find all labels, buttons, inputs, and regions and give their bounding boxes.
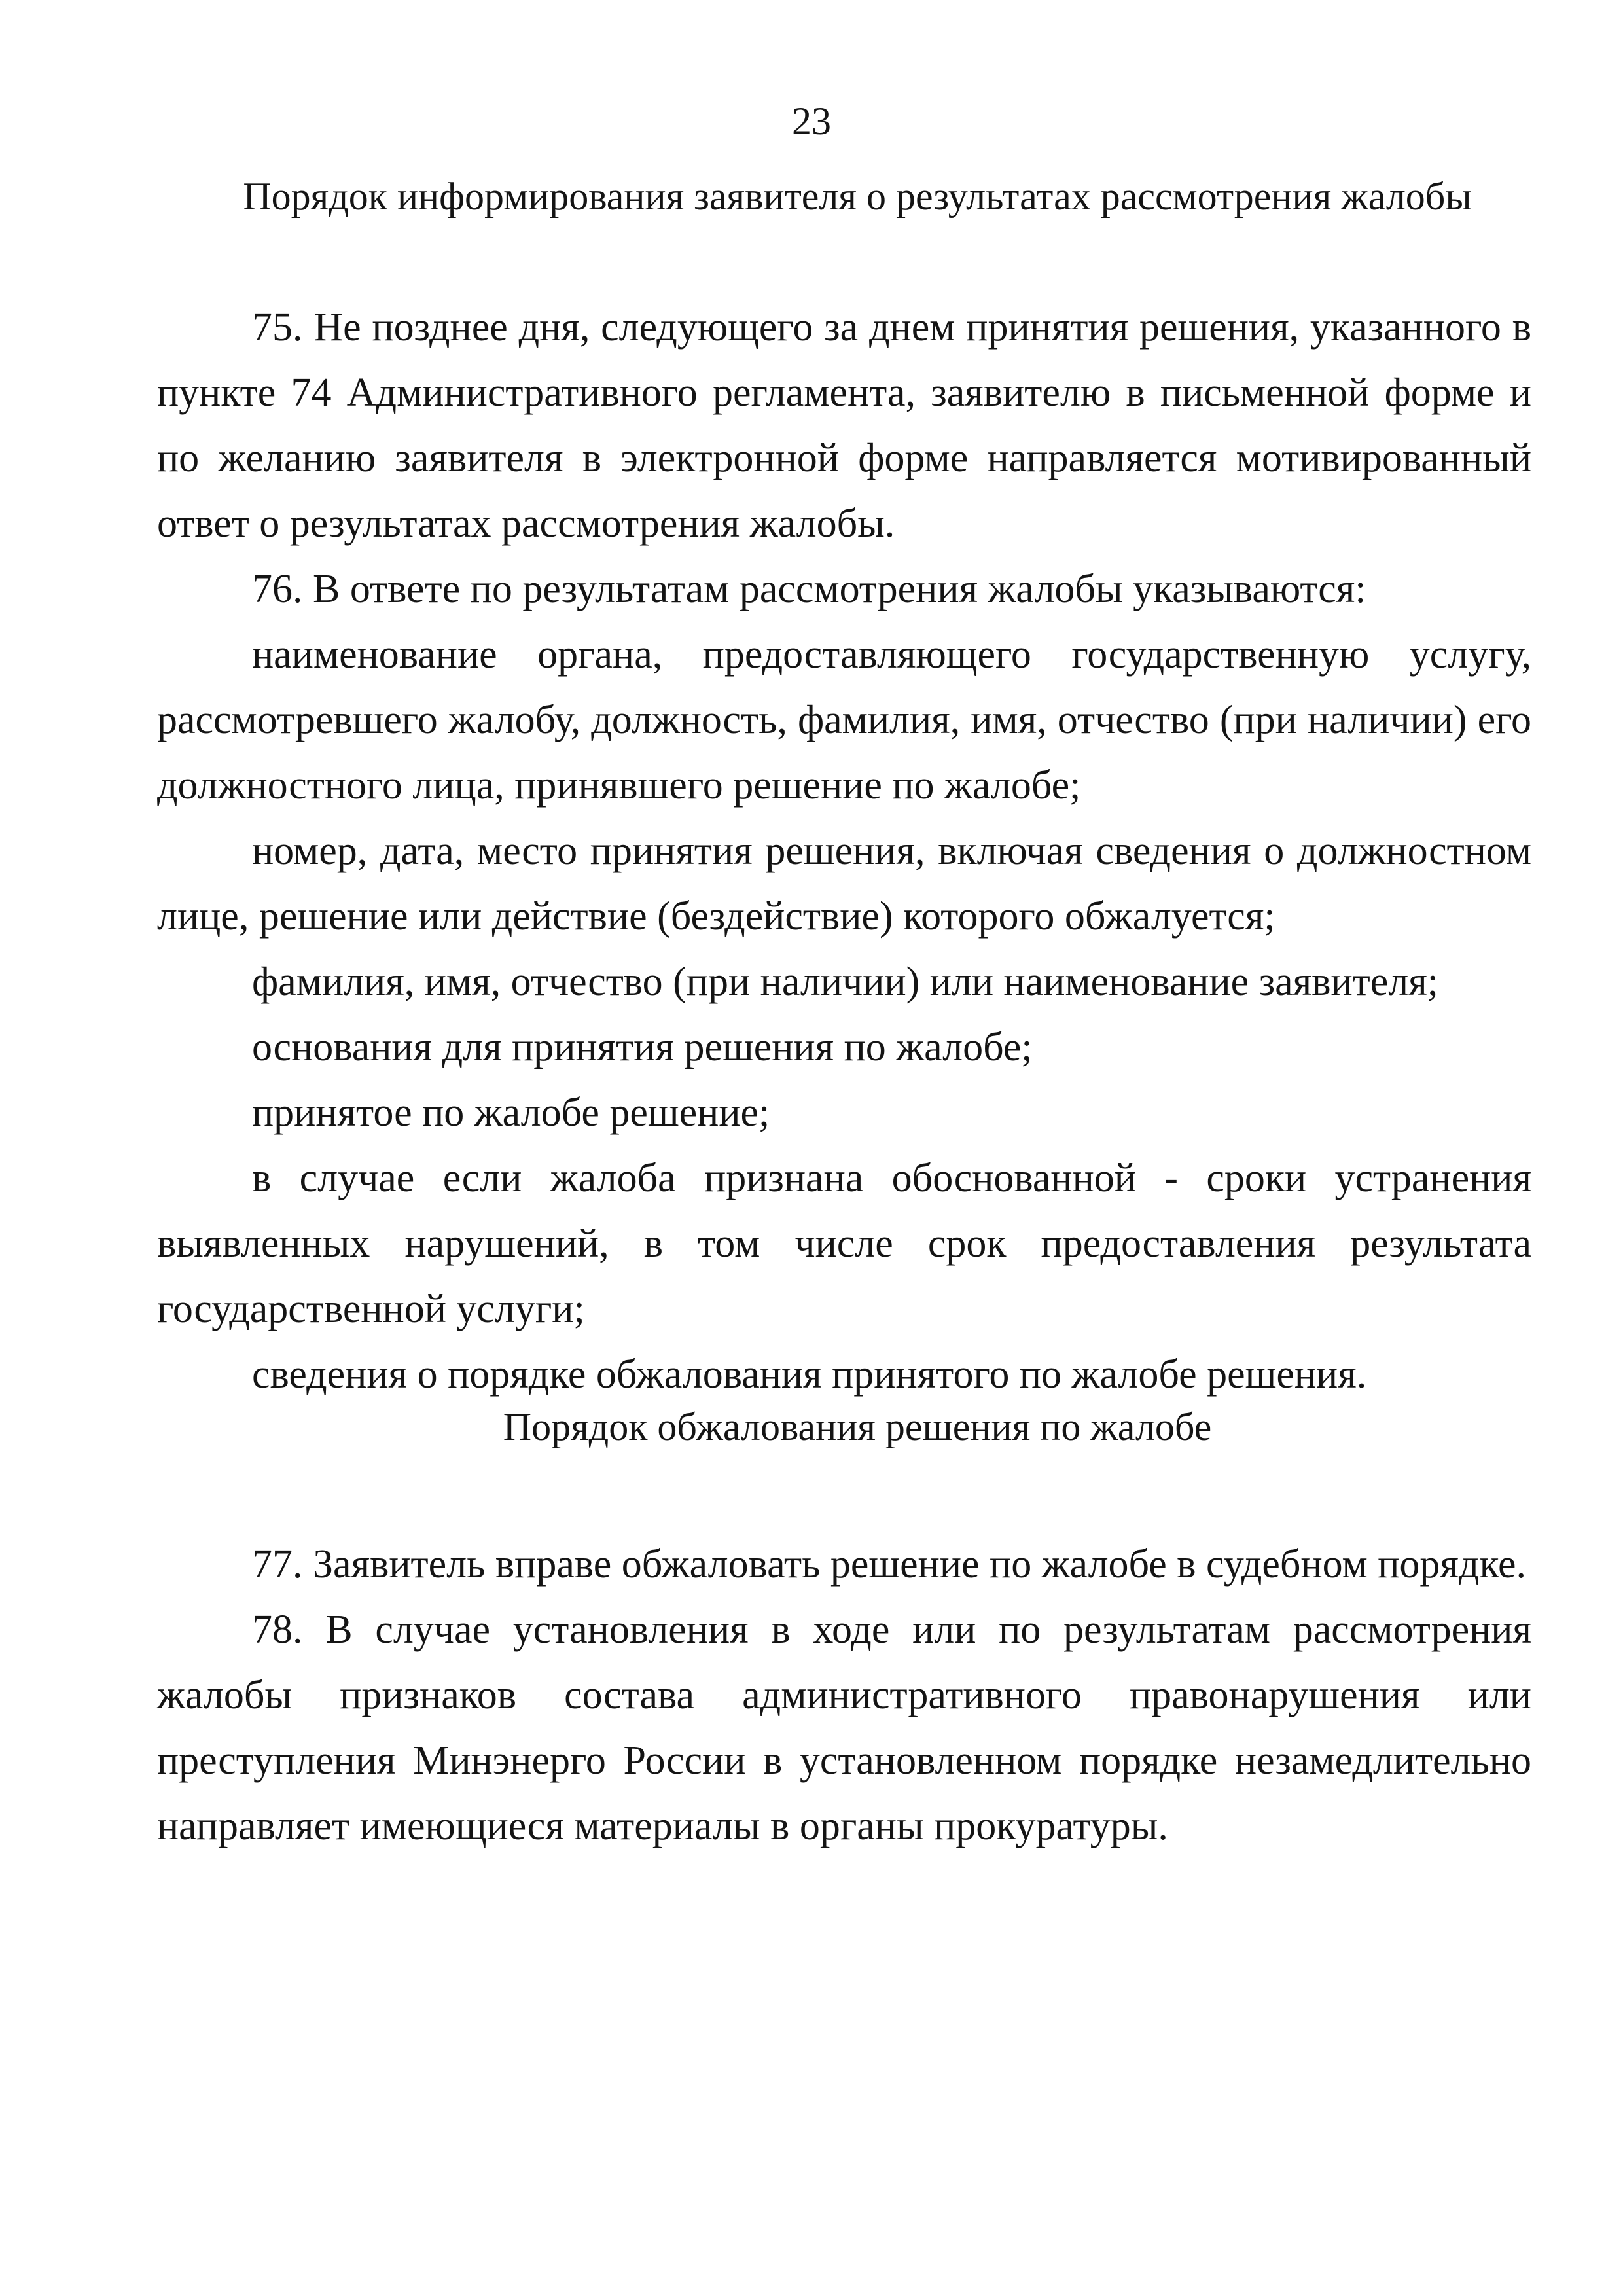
section-heading-appeal: Порядок обжалования решения по жалобе [503, 1405, 1212, 1448]
list-item-decision-grounds: основания для принятия решения по жалобе; [252, 1025, 1033, 1069]
section-heading-informing: Порядок информирования заявителя о результатах рассмотрения жалобы [243, 175, 1472, 218]
list-item-decision-details: номер, дата, место принятия решения, включая сведения о должностном лице, решение или действие (бездействие) которого обжалуется; [157, 829, 1531, 939]
list-item-remedy-terms: в случае если жалоба признана обоснованной - сроки устранения выявленных нарушений, в том числе срок предоставления результата государственной услуги; [157, 1156, 1531, 1331]
paragraph-78: 78. В случае установления в ходе или по результатам рассмотрения жалобы признаков состава административного правонарушения или преступления Минэнерго России в установленном порядке незамедлительно направляет имеющиеся материалы в органы прокуратуры. [157, 1607, 1531, 1848]
list-item-applicant-name: фамилия, имя, отчество (при наличии) или наименование заявителя; [252, 960, 1438, 1004]
section-body-appeal [157, 1532, 1531, 1859]
list-item-authority-name: наименование органа, предоставляющего государственную услугу, рассмотревшего жалобу, должность, фамилия, имя, отчество (при наличии) его должностного лица, принявшего решение по жалобе; [157, 632, 1531, 808]
paragraph-76: 76. В ответе по результатам рассмотрения жалобы указываются: [252, 567, 1366, 611]
paragraph-75: 75. Не позднее дня, следующего за днем принятия решения, указанного в пункте 74 Административного регламента, заявителю в письменной форме и по желанию заявителя в электронной форме направляется мотивированный ответ о результатах рассмотрения жалобы. [157, 305, 1531, 546]
page-number: 23 [792, 99, 831, 143]
list-item-decision-taken: принятое по жалобе решение; [252, 1090, 770, 1135]
section-body-informing [157, 295, 1531, 1407]
paragraph-77: 77. Заявитель вправе обжаловать решение по жалобе в судебном порядке. [252, 1542, 1527, 1587]
list-item-appeal-procedure: сведения о порядке обжалования принятого по жалобе решения. [252, 1352, 1367, 1397]
